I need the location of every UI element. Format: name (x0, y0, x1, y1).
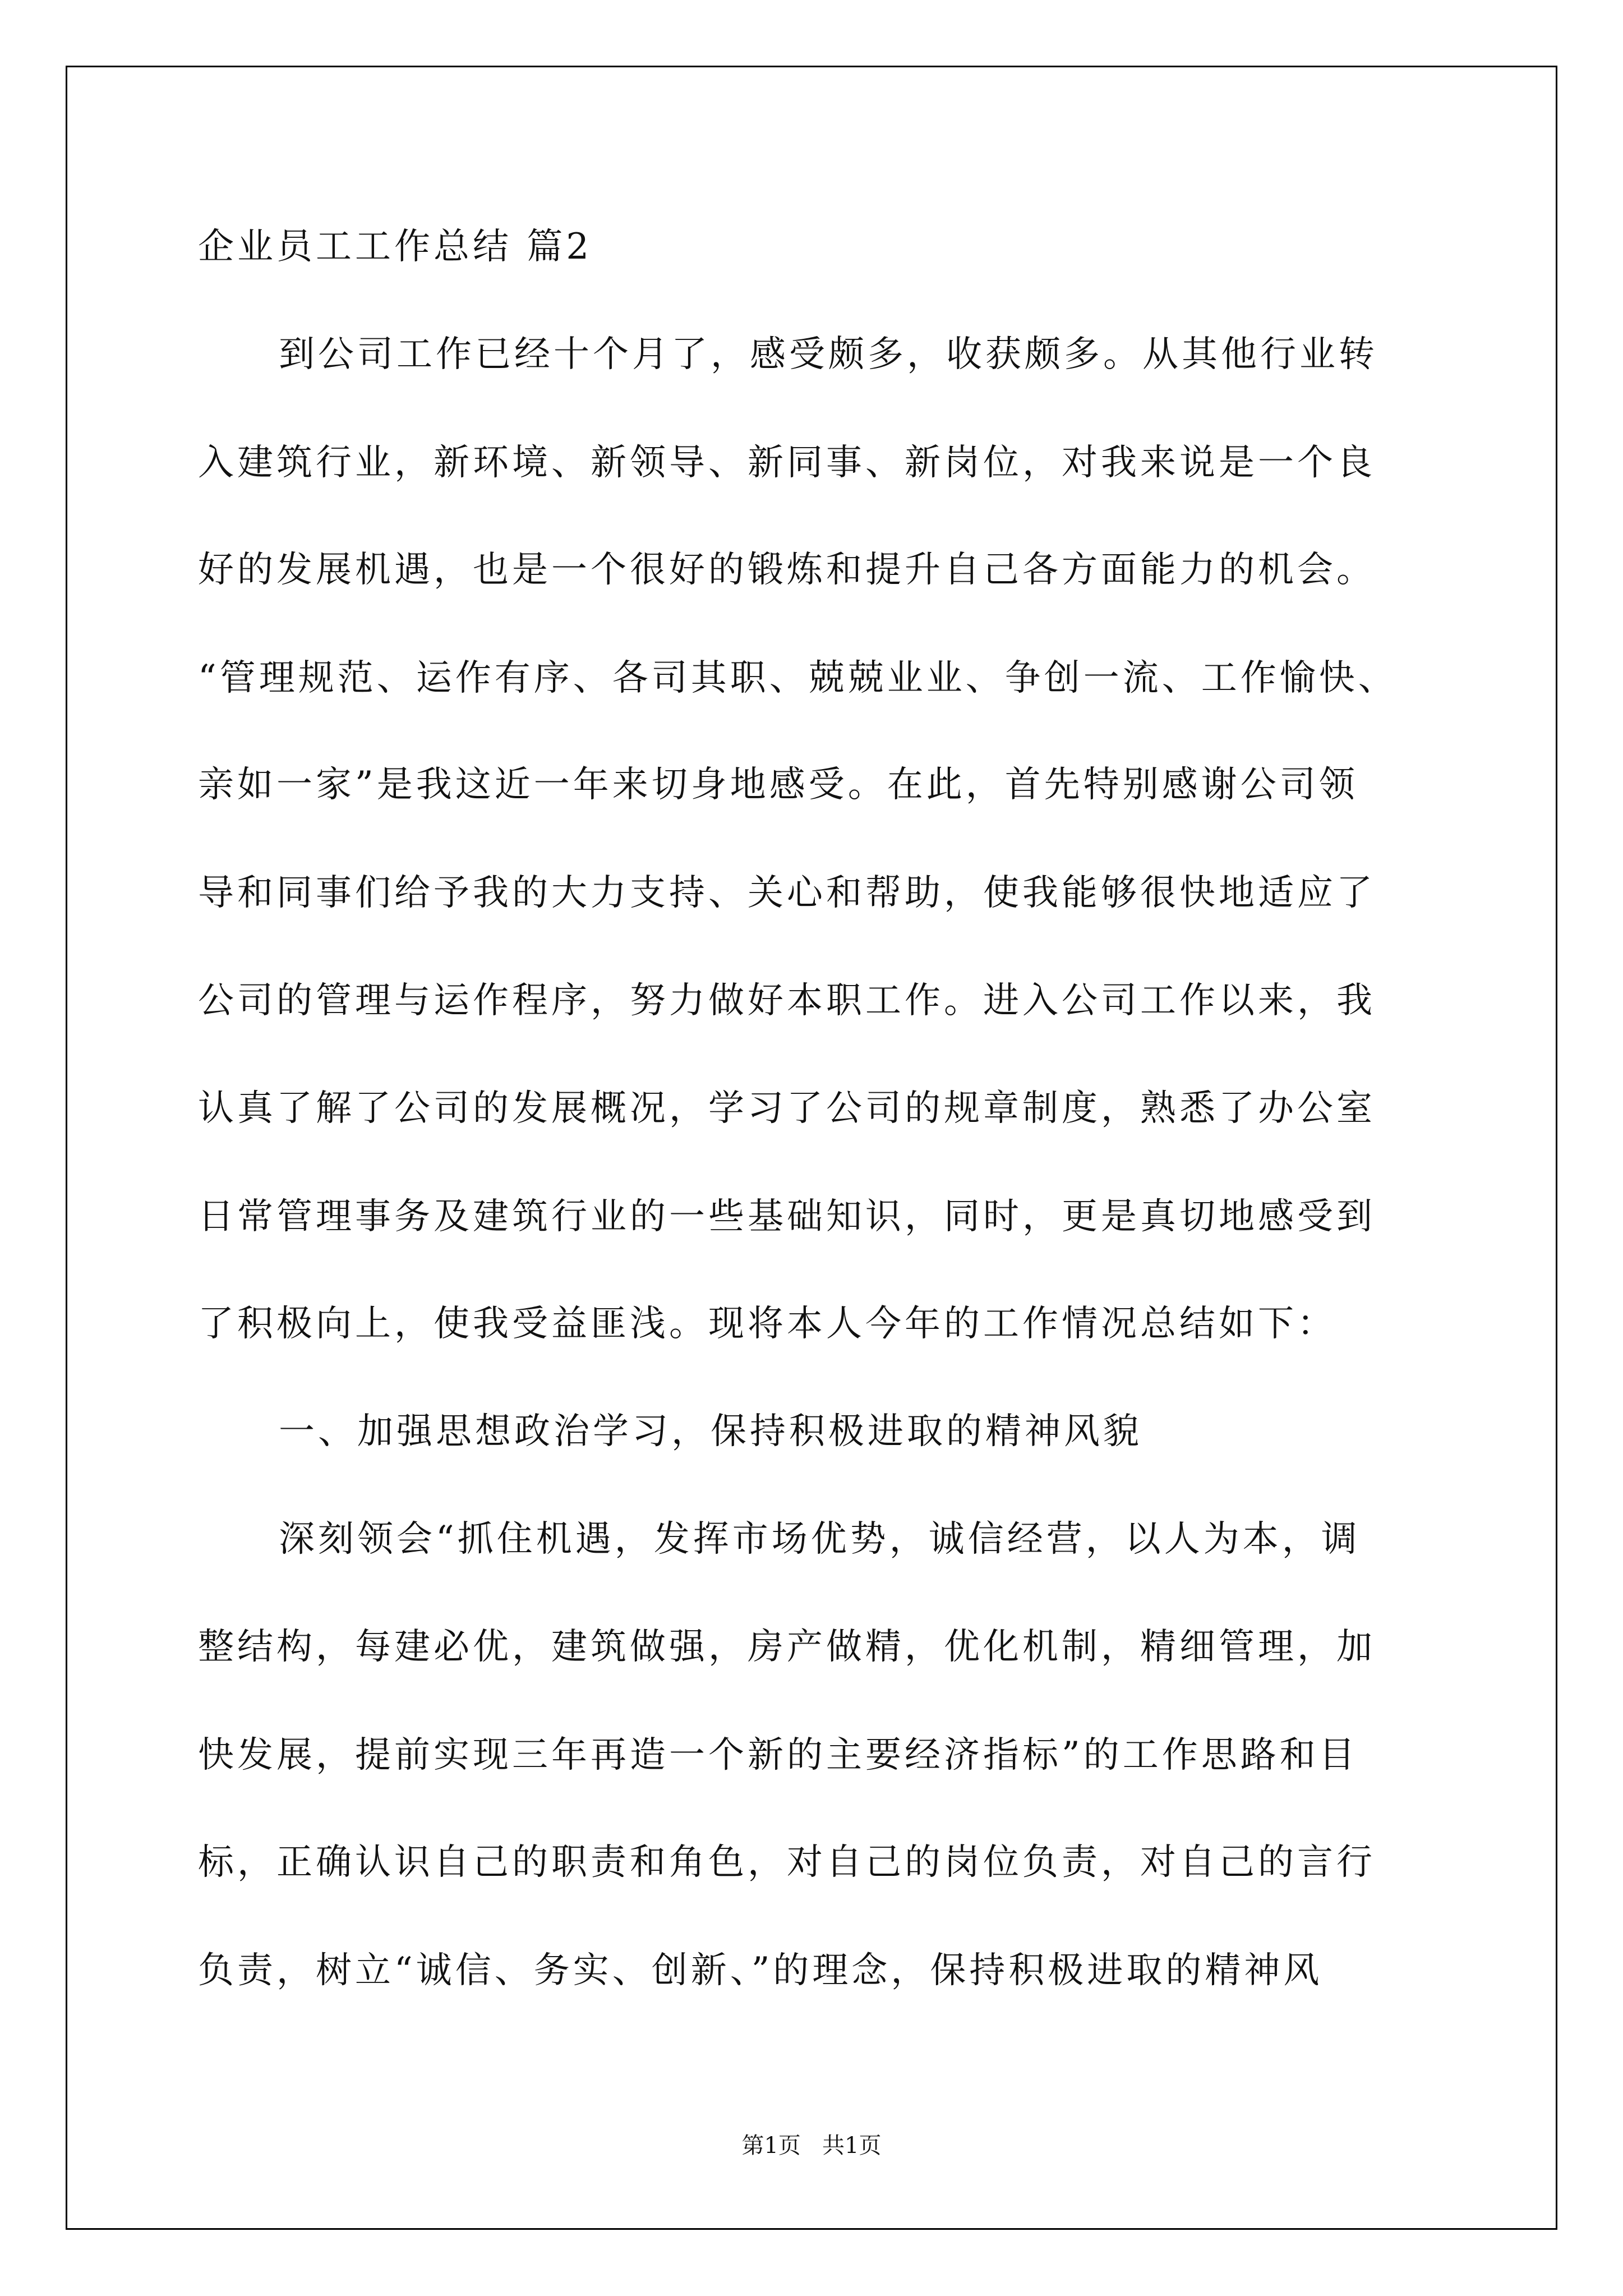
paragraph-line: 标，正确认识自己的职责和角色，对自己的岗位负责，对自己的言行 (198, 1842, 1376, 1883)
paragraph-line: 导和同事们给予我的大力支持、关心和帮助，使我能够很快地适应了 (198, 872, 1376, 914)
paragraph-line: 公司的管理与运作程序，努力做好本职工作。进入公司工作以来，我 (198, 980, 1376, 1022)
page-frame (66, 66, 1557, 2230)
paragraph-line: 到公司工作已经十个月了，感受颇多，收获颇多。从其他行业转 (279, 334, 1378, 375)
paragraph-line: 认真了解了公司的发展概况，学习了公司的规章制度，熟悉了办公室 (198, 1088, 1376, 1129)
page-footer: 第1页 共1页 (741, 2133, 882, 2159)
paragraph-line: 亲如一家”是我这近一年来切身地感受。在此，首先特别感谢公司领 (198, 764, 1358, 806)
paragraph-line: “管理规范、运作有序、各司其职、兢兢业业、争创一流、工作愉快、 (198, 657, 1398, 699)
paragraph-line: 快发展，提前实现三年再造一个新的主要经济指标”的工作思路和目 (198, 1734, 1358, 1776)
paragraph-line: 好的发展机遇，也是一个很好的锻炼和提升自己各方面能力的机会。 (198, 549, 1376, 591)
paragraph-line: 整结构，每建必优，建筑做强，房产做精，优化机制，精细管理，加 (198, 1626, 1376, 1668)
paragraph-line: 负责，树立“诚信、务实、创新、”的理念，保持积极进取的精神风 (198, 1950, 1323, 1991)
paragraph-line: 日常管理事务及建筑行业的一些基础知识，同时，更是真切地感受到 (198, 1196, 1376, 1237)
section-heading: 一、加强思想政治学习，保持积极进取的精神风貌 (279, 1411, 1142, 1452)
document-title: 企业员工工作总结 篇2 (198, 226, 593, 268)
paragraph-line: 了积极向上，使我受益匪浅。现将本人今年的工作情况总结如下： (198, 1303, 1336, 1345)
paragraph-line: 深刻领会“抓住机遇，发挥市场优势，诚信经营，以人为本，调 (279, 1519, 1361, 1560)
paragraph-line: 入建筑行业，新环境、新领导、新同事、新岗位，对我来说是一个良 (198, 442, 1376, 484)
